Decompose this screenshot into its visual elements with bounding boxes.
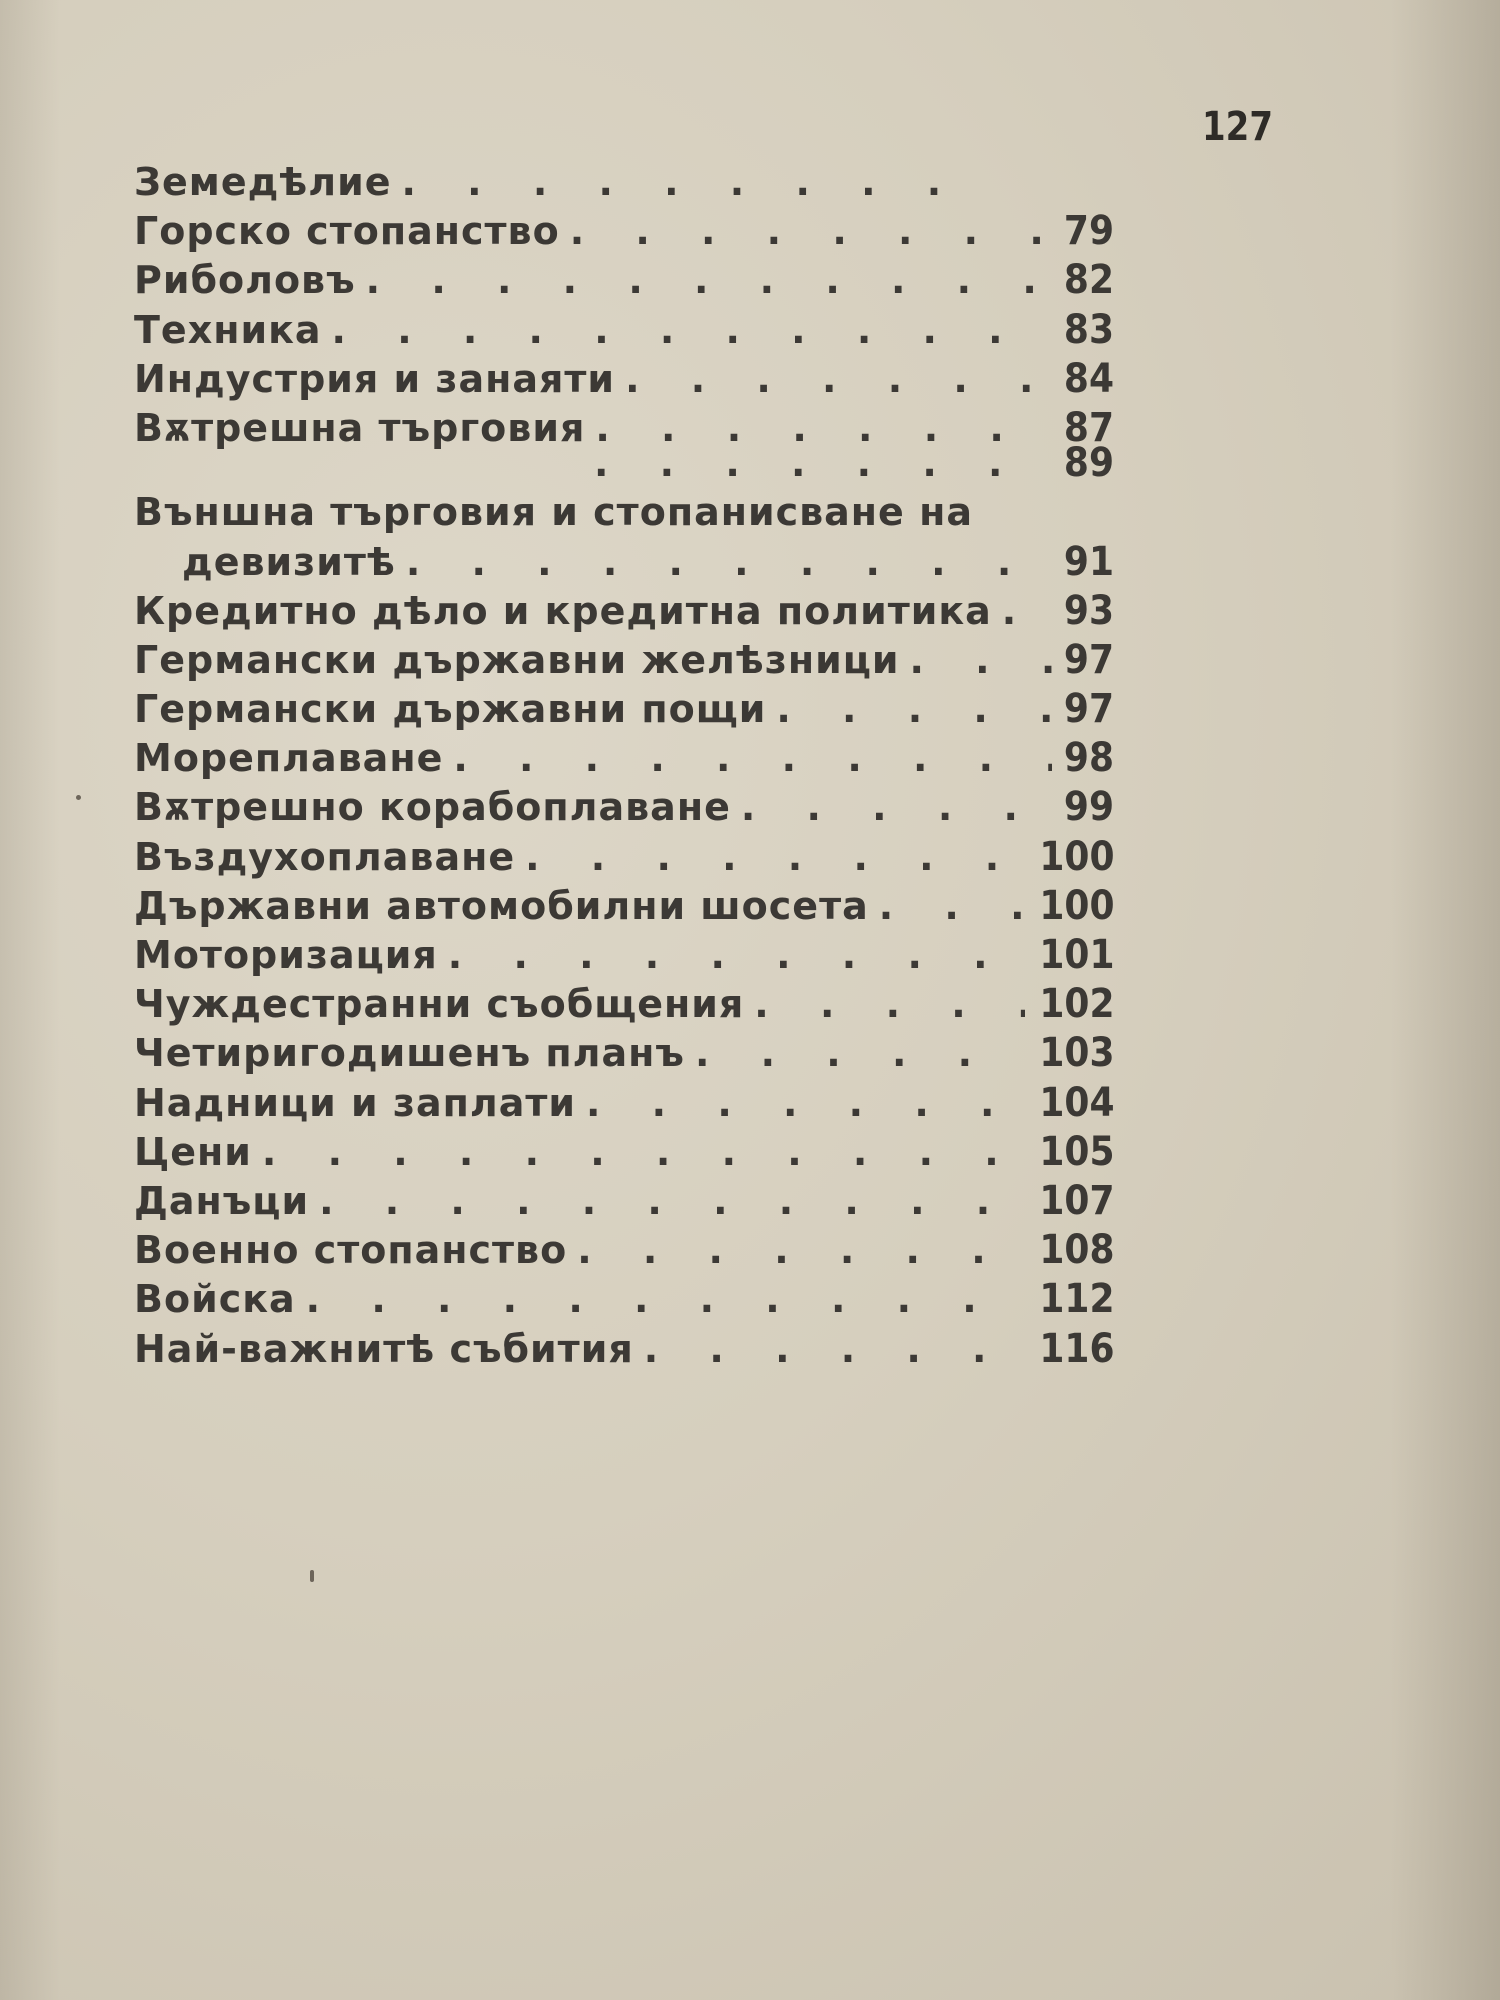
toc-entry-page: 89 — [1063, 440, 1114, 487]
leader-dots — [1002, 587, 1052, 636]
toc-entry — [134, 685, 1114, 734]
leader-dots — [879, 882, 1025, 931]
toc-entry-title: Въздухоплаване — [134, 834, 516, 879]
toc-entry-title: Държавни автомобилни шосета — [134, 883, 869, 928]
toc-entry — [134, 158, 1114, 207]
leader-dots — [306, 1275, 1025, 1324]
page-number: 127 — [1202, 104, 1273, 150]
toc-entry-title: Техника — [134, 307, 322, 352]
gutter-shadow — [0, 0, 60, 2000]
toc-entry-title: Моторизация — [134, 933, 438, 977]
toc-entry-page: 103 — [1038, 1030, 1114, 1077]
toc-entry — [134, 256, 1114, 305]
toc-entry — [134, 538, 1114, 587]
toc-entry-title: Вѫтрешно корабоплаване — [134, 785, 731, 830]
leader-dots — [594, 439, 1052, 488]
leader-dots — [586, 1079, 1025, 1128]
edge-shadow — [1390, 0, 1500, 2000]
toc-entry-title: Вѫтрешна търговия — [134, 405, 586, 450]
toc-entry-title: Четиригодишенъ планъ — [134, 1031, 685, 1076]
toc-entry-title: Кредитно дѣло и кредитна политика — [134, 588, 992, 633]
toc-entry-page: 82 — [1063, 257, 1114, 304]
toc-entry — [134, 636, 1114, 685]
toc-entry-page: 91 — [1063, 538, 1114, 585]
toc-entry — [134, 306, 1114, 355]
toc-entry — [134, 980, 1114, 1029]
toc-entry-page: 98 — [1063, 735, 1114, 782]
paper-speck — [76, 795, 81, 800]
toc-entry-title: Надници и заплати — [134, 1080, 576, 1125]
leader-dots — [741, 783, 1052, 832]
toc-entry-title-line1: Външна търговия и стопанисване на — [134, 490, 973, 535]
toc-entry-title: Войска — [134, 1277, 296, 1322]
toc-entry-title: Данъци — [134, 1178, 310, 1223]
toc-entry — [134, 1226, 1114, 1275]
leader-dots — [577, 1226, 1024, 1275]
paper-speck — [310, 1570, 314, 1582]
leader-dots — [332, 306, 1052, 355]
toc-entry — [134, 931, 1114, 980]
toc-entry — [134, 1079, 1114, 1128]
toc-entry-page: 108 — [1038, 1227, 1114, 1274]
toc-entry — [134, 833, 1114, 882]
leader-dots — [406, 538, 1052, 587]
toc-entry-title: Чуждестранни съобщения — [134, 982, 745, 1027]
toc-entry — [134, 783, 1114, 832]
leader-dots — [625, 355, 1052, 404]
toc-entry — [134, 882, 1114, 931]
toc-entry — [134, 734, 1114, 783]
toc-entry-title: Индустрия и занаяти — [134, 356, 616, 401]
leader-dots — [754, 980, 1024, 1029]
leader-dots — [644, 1325, 1025, 1374]
toc-entry-page: 102 — [1038, 981, 1114, 1028]
toc-entry-page: 116 — [1038, 1325, 1114, 1372]
toc-entry-page: 104 — [1038, 1079, 1114, 1126]
toc-entry — [134, 1128, 1114, 1177]
table-of-contents — [134, 158, 1114, 1374]
toc-entry-title: Най-важнитѣ събития — [134, 1326, 634, 1371]
toc-entry-title: Горско стопанство — [134, 209, 560, 254]
leader-dots — [910, 636, 1052, 685]
leader-dots — [401, 158, 974, 207]
toc-entry-page: 112 — [1038, 1276, 1114, 1323]
toc-entry-page: 105 — [1038, 1128, 1114, 1175]
toc-entry-title: Земедѣлие — [134, 160, 392, 204]
toc-entry-page: 97 — [1063, 686, 1114, 733]
leader-dots — [695, 1029, 1025, 1078]
toc-entry-page: 79 — [1063, 208, 1114, 255]
toc-entry-page: 99 — [1063, 784, 1114, 831]
toc-entry-title: Мореплаване — [134, 736, 444, 781]
leader-dots — [262, 1128, 1025, 1177]
toc-entry-title: Германски държавни пощи — [134, 687, 767, 732]
toc-entry-title: Германски държавни желѣзници — [134, 637, 900, 682]
toc-entry-page: 84 — [1063, 355, 1114, 402]
toc-entry — [134, 1177, 1114, 1226]
toc-entry-title: Цени — [134, 1129, 252, 1174]
leader-dots — [453, 734, 1052, 783]
toc-entry-page: 100 — [1038, 882, 1114, 929]
toc-entry — [134, 1029, 1114, 1078]
toc-entry-page: 93 — [1063, 587, 1114, 634]
toc-entry-title: Военно стопанство — [134, 1228, 568, 1273]
toc-entry — [134, 207, 1114, 256]
toc-entry — [134, 587, 1114, 636]
toc-entry-title: девизитѣ — [182, 539, 396, 584]
leader-dots — [525, 833, 1024, 882]
toc-entry-title: Риболовъ — [134, 258, 356, 303]
toc-entry-page: 107 — [1038, 1177, 1114, 1224]
toc-entry-page: 83 — [1063, 306, 1114, 353]
toc-entry — [134, 355, 1114, 404]
leader-dots — [570, 207, 1052, 256]
leader-dots — [448, 931, 1025, 980]
toc-entry — [134, 1275, 1114, 1324]
toc-entry-page: 87 — [1063, 404, 1114, 451]
toc-entry-page: 100 — [1038, 833, 1114, 880]
toc-entry-page: 97 — [1063, 636, 1114, 683]
leader-dots — [319, 1177, 1024, 1226]
toc-entry-line1 — [134, 488, 1114, 537]
leader-dots — [366, 256, 1052, 305]
leader-dots — [776, 685, 1052, 734]
toc-entry-page: 101 — [1038, 932, 1114, 978]
toc-entry — [134, 1325, 1114, 1374]
